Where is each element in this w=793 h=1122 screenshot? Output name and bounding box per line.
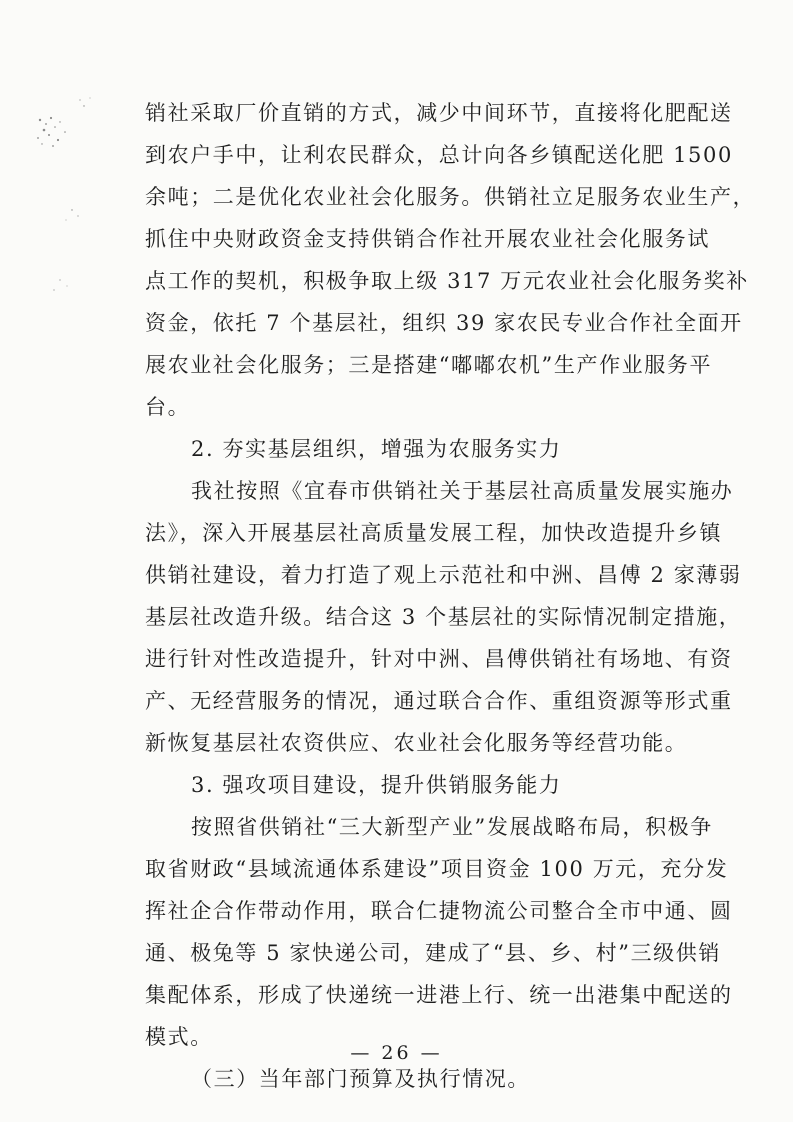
text-line: 按照省供销社“三大新型产业”发展战略布局，积极争 bbox=[191, 815, 713, 839]
heading-line: 3. 强攻项目建设，提升供销服务能力 bbox=[191, 773, 562, 797]
text-line: 取省财政“县域流通体系建设”项目资金 100 万元，充分发 bbox=[145, 857, 729, 881]
text-line: 销社采取厂价直销的方式，减少中间环节，直接将化肥配送 bbox=[145, 101, 733, 125]
text-line: 点工作的契机，积极争取上级 317 万元农业社会化服务奖补 bbox=[145, 269, 749, 293]
text-line: 集配体系，形成了快递统一进港上行、统一出港集中配送的 bbox=[145, 983, 733, 1007]
paragraph-continuation bbox=[145, 92, 756, 428]
text-line: 挥社企合作带动作用，联合仁捷物流公司整合全市中通、圆 bbox=[145, 899, 733, 923]
text-line: 我社按照《宜春市供销社关于基层社高质量发展实施办 bbox=[191, 479, 734, 503]
text-line: 法》，深入开展基层社高质量发展工程，加快改造提升乡镇 bbox=[145, 521, 723, 545]
text-line: 新恢复基层社农资供应、农业社会化服务等经营功能。 bbox=[145, 731, 688, 755]
paragraph bbox=[145, 806, 733, 1058]
text-line: 模式。 bbox=[145, 1025, 213, 1049]
heading-line: （三）当年部门预算及执行情况。 bbox=[191, 1067, 530, 1091]
section-heading bbox=[145, 764, 705, 806]
text-line: 展农业社会化服务；三是搭建“嘟嘟农机”生产作业服务平 bbox=[145, 353, 713, 377]
text-line: 供销社建设，着力打造了观上示范社和中洲、昌傅 2 家薄弱 bbox=[145, 563, 742, 587]
section-heading bbox=[145, 428, 705, 470]
text-line: 基层社改造升级。结合这 3 个基层社的实际情况制定措施， bbox=[145, 605, 742, 629]
text-line: 产、无经营服务的情况，通过联合合作、重组资源等形式重 bbox=[145, 689, 733, 713]
text-line: 余吨；二是优化农业社会化服务。供销社立足服务农业生产， bbox=[145, 185, 756, 209]
text-line: 通、极兔等 5 家快递公司，建成了“县、乡、村”三级供销 bbox=[145, 941, 721, 965]
section-heading bbox=[145, 1058, 705, 1100]
text-line: 资金，依托 7 个基层社，组织 39 家农民专业合作社全面开 bbox=[145, 311, 743, 335]
paragraph bbox=[145, 470, 742, 764]
body-text bbox=[145, 92, 756, 1100]
scan-speckle-marks bbox=[20, 80, 130, 340]
heading-line: 2. 夯实基层组织，增强为农服务实力 bbox=[191, 437, 562, 461]
text-line: 进行针对性改造提升，针对中洲、昌傅供销社有场地、有资 bbox=[145, 647, 733, 671]
text-line: 台。 bbox=[145, 395, 191, 419]
text-line: 到农户手中，让利农民群众，总计向各乡镇配送化肥 1500 bbox=[145, 143, 733, 167]
page-number: — 26 — bbox=[350, 1042, 443, 1064]
text-line: 抓住中央财政资金支持供销合作社开展农业社会化服务试 bbox=[145, 227, 710, 251]
